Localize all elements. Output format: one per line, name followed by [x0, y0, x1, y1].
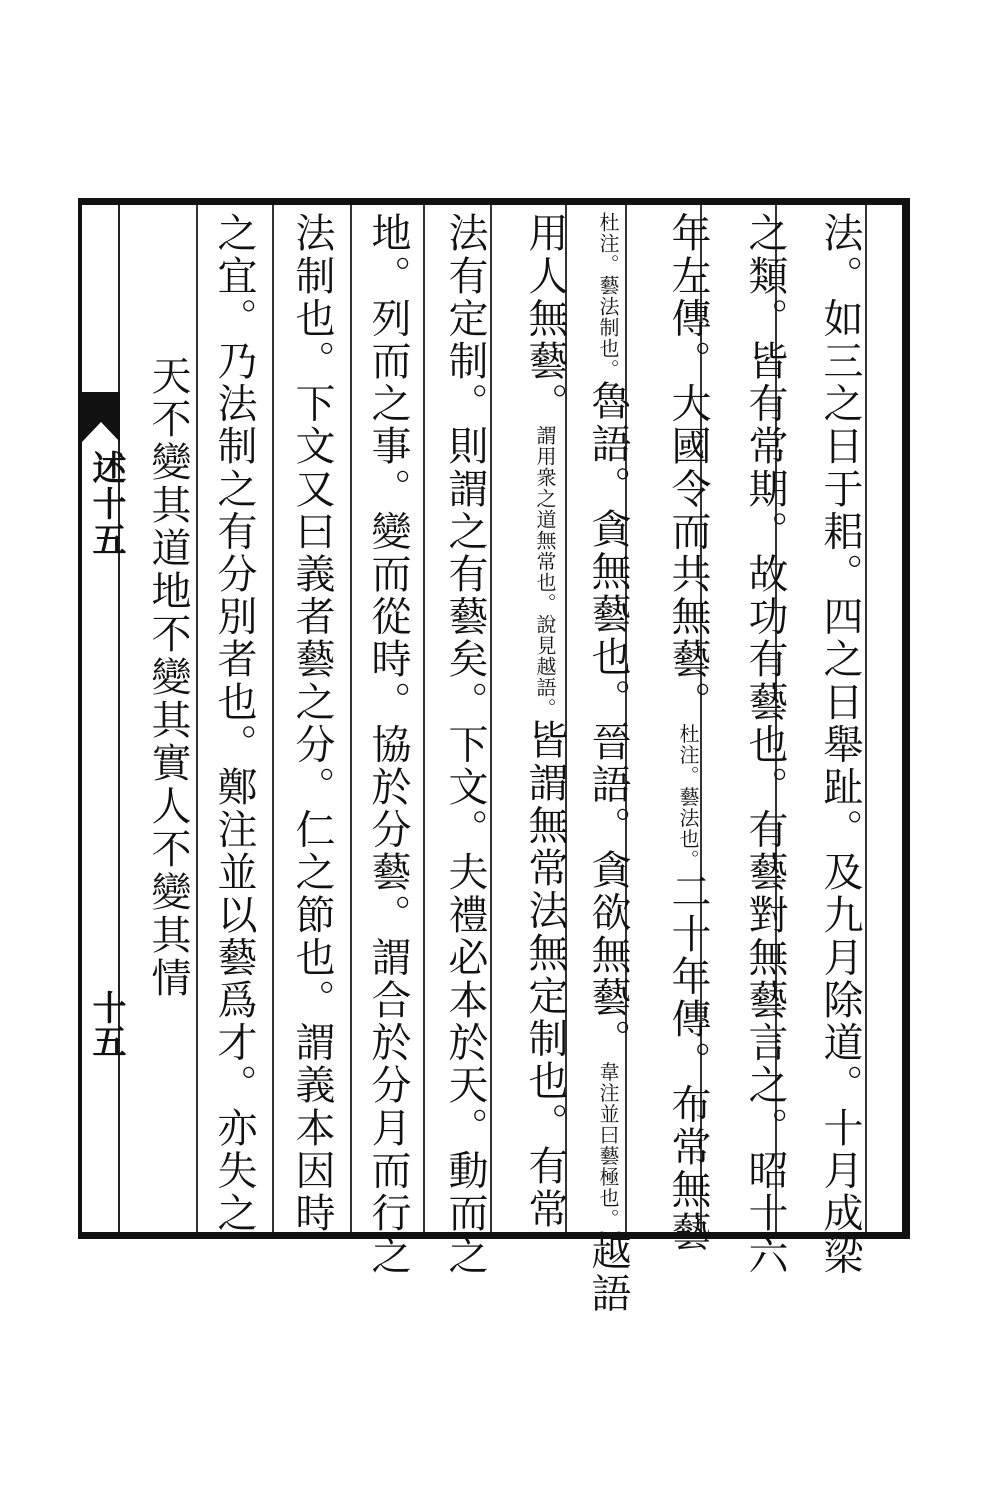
- main-text: 二十年傳。布常無藝: [665, 870, 711, 1254]
- main-text: 法。如三之日于耜。四之日舉趾。及九月除道。十月成梁: [817, 212, 863, 1277]
- text-column: [665, 212, 711, 1254]
- annotation-note: 杜注。藝法制也。: [596, 212, 620, 380]
- annotation-note: 韋注並曰藝極也。: [596, 1061, 620, 1230]
- column-rule: [490, 205, 492, 1232]
- text-column: [585, 212, 631, 1315]
- main-text: 法制也。下文又曰義者藝之分。仁之節也。謂義本因時: [289, 212, 335, 1235]
- column-rule: [865, 205, 867, 1232]
- text-column: [289, 212, 335, 1235]
- margin-title: 述十五: [86, 450, 126, 558]
- frame-right-border: [902, 198, 910, 1239]
- column-rule: [350, 205, 352, 1232]
- main-text: 越語: [585, 1229, 631, 1315]
- fishtail-mark-icon: [82, 392, 120, 442]
- text-column: [442, 212, 488, 1277]
- main-text: 之宜。乃法制之有分別者也。鄭注並以藝爲才。亦失之: [211, 212, 257, 1235]
- main-text: 年左傳。大國令而共無藝。: [665, 212, 711, 724]
- text-column: [522, 212, 568, 1231]
- main-text: 用人無藝。: [522, 212, 568, 425]
- spine-line: [118, 205, 120, 1232]
- text-column: [365, 212, 411, 1277]
- text-column: [211, 212, 257, 1235]
- margin-page-number: 十五: [86, 990, 126, 1058]
- column-rule: [272, 205, 274, 1232]
- main-text: 之類。皆有常期。故功有藝也。有藝對無藝言之。昭十六: [742, 212, 788, 1277]
- main-text: 法有定制。則謂之有藝矣。下文。夫禮必本於天。動而之: [442, 212, 488, 1277]
- annotation-note: 謂用衆之道無常也。說見越語。: [533, 425, 557, 719]
- column-rule: [423, 205, 425, 1232]
- frame-top-border: [78, 198, 910, 205]
- annotation-note: 杜注。藝法也。: [676, 723, 700, 871]
- text-column: [817, 212, 863, 1277]
- classic-quotation-line: 天不變其道地不變其實人不變其情: [145, 355, 191, 1000]
- main-text: 皆謂無常法無定制也。有常: [522, 719, 568, 1231]
- frame-left-border: [78, 198, 82, 1239]
- main-text: 魯語。貪無藝也。晉語。貪欲無藝。: [585, 380, 631, 1062]
- main-text: 地。列而之事。變而從時。協於分藝。謂合於分月而行之: [365, 212, 411, 1277]
- text-column: [742, 212, 788, 1277]
